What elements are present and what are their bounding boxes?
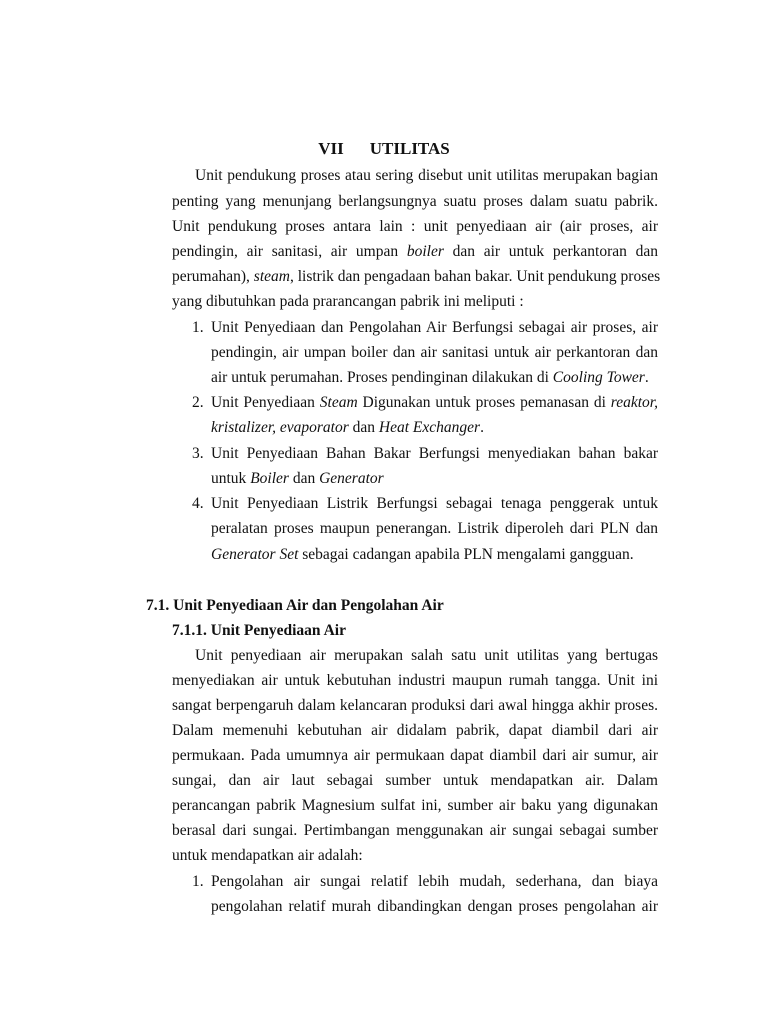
- list-item-number: 3.: [192, 445, 204, 462]
- intro-line-5: perumahan), steam, listrik dan pengadaan bahan bakar. Unit pendukung proses: [172, 268, 661, 285]
- subsection-heading: 7.1.1. Unit Penyediaan Air: [172, 622, 346, 639]
- list-item-line: Unit Penyediaan Steam Digunakan untuk proses pemanasan di reaktor,: [211, 394, 658, 411]
- list-item-line: pengolahan relatif murah dibandingkan dengan proses pengolahan air: [211, 898, 658, 915]
- para-line-4: Dalam memenuhi kebutuhan air didalam pabrik, dapat diambil dari air: [172, 722, 658, 739]
- list-item-line: Generator Set sebagai cadangan apabila PLN mengalami gangguan.: [211, 546, 634, 563]
- list-item-line: Pengolahan air sungai relatif lebih mudah, sederhana, dan biaya: [211, 873, 658, 890]
- para-line-8: berasal dari sungai. Pertimbangan menggunakan air sungai sebagai sumber: [172, 822, 658, 839]
- list-item-number: 4.: [192, 495, 204, 512]
- para-line-7: perancangan pabrik Magnesium sulfat ini, sumber air baku yang digunakan: [172, 797, 658, 814]
- section-heading: 7.1. Unit Penyediaan Air dan Pengolahan Air: [146, 597, 444, 614]
- para-line-3: sangat berpengaruh dalam kelancaran produksi dari awal hingga akhir proses.: [172, 697, 658, 714]
- intro-line-1: Unit pendukung proses atau sering disebut unit utilitas merupakan bagian: [195, 167, 658, 184]
- list-item-line: Unit Penyediaan Listrik Berfungsi sebagai tenaga penggerak untuk: [211, 495, 658, 512]
- list-item-line: pendingin, air umpan boiler dan air sanitasi untuk air perkantoran dan: [211, 344, 658, 361]
- list-item-number: 1.: [192, 873, 204, 890]
- chapter-title: [0, 138, 768, 160]
- boiler-term: boiler: [406, 243, 444, 260]
- para-line-5: permukaan. Pada umumnya air permukaan dapat diambil dari air sumur, air: [172, 747, 658, 764]
- list-item-line: Unit Penyediaan dan Pengolahan Air Berfungsi sebagai air proses, air: [211, 319, 658, 336]
- para-line-9: untuk mendapatkan air adalah:: [172, 847, 363, 864]
- intro-line-2: penting yang menunjang berlangsungnya suatu proses dalam suatu pabrik.: [172, 193, 658, 210]
- intro-line-6: yang dibutuhkan pada prarancangan pabrik ini meliputi :: [172, 293, 524, 310]
- list-item-line: Unit Penyediaan Bahan Bakar Berfungsi menyediakan bahan bakar: [211, 445, 658, 462]
- list-item-line: kristalizer, evaporator dan Heat Exchanger.: [211, 419, 484, 436]
- list-item-number: 2.: [192, 394, 204, 411]
- intro-line-3: Unit pendukung proses antara lain : unit penyediaan air (air proses, air: [172, 218, 658, 235]
- para-line-1: Unit penyediaan air merupakan salah satu unit utilitas yang bertugas: [195, 647, 658, 664]
- chapter-name: UTILITAS: [369, 139, 450, 158]
- list-item-line: peralatan proses maupun penerangan. Listrik diperoleh dari PLN dan: [211, 520, 658, 537]
- steam-term: steam: [253, 268, 290, 285]
- chapter-number: VII: [318, 139, 344, 158]
- list-item-number: 1.: [192, 319, 204, 336]
- list-item-line: untuk Boiler dan Generator: [211, 470, 384, 487]
- para-line-2: menyediakan air untuk kebutuhan industri maupun rumah tangga. Unit ini: [172, 672, 658, 689]
- para-line-6: sungai, dan air laut sebagai sumber untuk mendapatkan air. Dalam: [172, 772, 658, 789]
- intro-line-4: pendingin, air sanitasi, air umpan boiler dan air untuk perkantoran dan: [172, 243, 658, 260]
- list-item-line: air untuk perumahan. Proses pendinginan dilakukan di Cooling Tower.: [211, 369, 649, 386]
